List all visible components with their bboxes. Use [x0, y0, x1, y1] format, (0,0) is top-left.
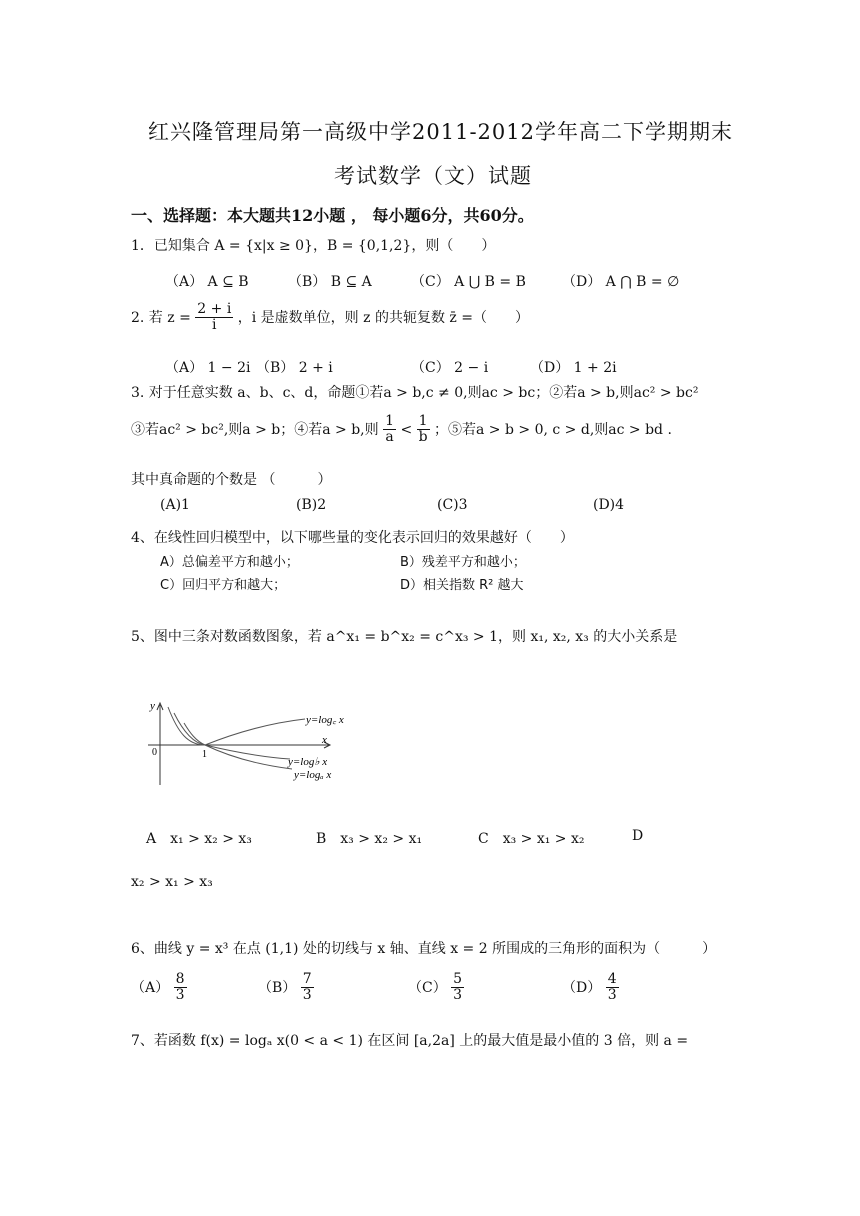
label-log-b: y=log♭ x	[288, 756, 328, 768]
q5-option-a: A x₁ > x₂ > x₃	[146, 831, 252, 847]
page-title: 红兴隆管理局第一高级中学2011-2012学年高二下学期期末	[148, 120, 733, 144]
q1-option-a: （A） A ⊆ B	[165, 274, 249, 290]
q5-option-b: B x₃ > x₂ > x₁	[316, 831, 423, 847]
q3-frac2-num: 1	[418, 413, 428, 429]
question-1: 1．已知集合 A = {x|x ≥ 0}，B = {0,1,2}，则（ ）	[131, 238, 496, 254]
question-3-line2	[131, 414, 672, 446]
question-4: 4、在线性回归模型中，以下哪些量的变化表示回归的效果越好（ ）	[131, 530, 574, 546]
q3-option-b: (B)2	[296, 497, 327, 513]
question-7: 7、若函数 f(x) = logₐ x(0 < a < 1) 在区间 [a,2a] 上的最大值是最小值的 3 倍，则 a =	[131, 1033, 689, 1049]
curve-log-b	[174, 713, 290, 759]
q2-option-c: （C） 2 − i	[411, 360, 489, 376]
q3-option-d: (D)4	[593, 497, 625, 513]
log-function-graph	[140, 693, 372, 793]
section-heading: 一、选择题：本大题共12小题 ， 每小题6分，共60分。	[131, 206, 534, 225]
q4-option-c: C）回归平方和越大；	[160, 578, 287, 593]
q1-option-b: （B） B ⊆ A	[288, 274, 372, 290]
q2-prefix: 2. 若 z =	[131, 309, 191, 326]
question-2	[131, 302, 529, 334]
q5-option-d-cont: x₂ > x₁ > x₃	[131, 874, 213, 890]
q6-c-den: 3	[453, 987, 463, 1004]
q5-option-c: C x₃ > x₁ > x₂	[478, 831, 585, 847]
q6-d-label: （D）	[562, 979, 602, 996]
question-6: 6、曲线 y = x³ 在点 (1,1) 处的切线与 x 轴、直线 x = 2 所围成的三角形的面积为（ ）	[131, 941, 717, 957]
q4-option-d: D）相关指数 R² 越大	[400, 578, 524, 593]
q2-option-d: （D） 1 + 2i	[530, 360, 617, 376]
q6-d-den: 3	[607, 987, 617, 1004]
q3-option-c: (C)3	[437, 497, 468, 513]
q2-frac-num: 2 + i	[197, 301, 232, 317]
q3-frac2-den: b	[418, 429, 428, 446]
q1-option-c: （C） A ⋃ B = B	[411, 274, 526, 290]
q6-a-frac	[174, 972, 187, 1004]
q6-option-b	[258, 972, 314, 1004]
graph-x-label: x	[322, 734, 327, 746]
q3-frac-1b	[417, 414, 430, 446]
q3-lt: <	[400, 421, 413, 438]
q6-c-frac	[451, 972, 464, 1004]
q2-option-b: （B） 2 + i	[256, 360, 333, 376]
graph-origin-label: 0	[152, 747, 157, 758]
page-subtitle: 考试数学（文）试题	[334, 164, 532, 188]
q3-frac1-den: a	[385, 429, 394, 446]
q3-frac-1a	[383, 414, 396, 446]
graph-one-label: 1	[202, 749, 207, 760]
label-log-a: y=logₐ x	[294, 769, 332, 781]
q6-b-den: 3	[302, 987, 312, 1004]
q2-suffix: ，i 是虚数单位，则 z 的共轭复数 z̄ =（ ）	[237, 309, 529, 326]
q6-b-frac	[301, 972, 314, 1004]
graph-y-label: y	[150, 700, 155, 712]
q6-b-num: 7	[302, 971, 312, 987]
label-log-c: y=log꜀ x	[306, 714, 344, 726]
question-3-line3: 其中真命题的个数是 （ ）	[131, 472, 332, 488]
q4-option-a: A）总偏差平方和越小；	[160, 555, 299, 570]
q2-fraction	[195, 302, 233, 334]
q5-option-d: D	[632, 828, 644, 844]
q6-c-label: （C）	[408, 979, 447, 996]
q6-b-label: （B）	[258, 979, 297, 996]
q4-option-b: B）残差平方和越小；	[400, 555, 526, 570]
q6-a-den: 3	[175, 987, 185, 1004]
question-3-line1: 3. 对于任意实数 a、b、c、d，命题①若a > b,c ≠ 0,则ac > bc；②若a > b,则ac² > bc²	[131, 385, 699, 401]
q1-option-d: （D） A ⋂ B = ∅	[562, 274, 680, 290]
q3-frac1-num: 1	[385, 413, 394, 429]
q6-option-a	[131, 972, 187, 1004]
q3-line2-a: ③若ac² > bc²,则a > b；④若a > b,则	[131, 421, 379, 438]
q3-line2-b: ；⑤若a > b > 0, c > d,则ac > bd .	[434, 421, 672, 438]
q6-d-num: 4	[607, 971, 617, 987]
curve-log-a	[184, 723, 292, 769]
q6-c-num: 5	[453, 971, 463, 987]
question-5: 5、图中三条对数函数图象，若 a^x₁ = b^x₂ = c^x₃ > 1，则 x₁, x₂, x₃ 的大小关系是	[131, 629, 678, 645]
q6-option-d	[562, 972, 619, 1004]
curve-log-c	[168, 707, 305, 745]
q3-option-a: (A)1	[160, 497, 190, 513]
q6-option-c	[408, 972, 464, 1004]
q2-option-a: （A） 1 − 2i	[165, 360, 251, 376]
q6-a-label: （A）	[131, 979, 170, 996]
q6-d-frac	[606, 972, 619, 1004]
q2-frac-den: i	[212, 317, 217, 334]
q6-a-num: 8	[175, 971, 185, 987]
